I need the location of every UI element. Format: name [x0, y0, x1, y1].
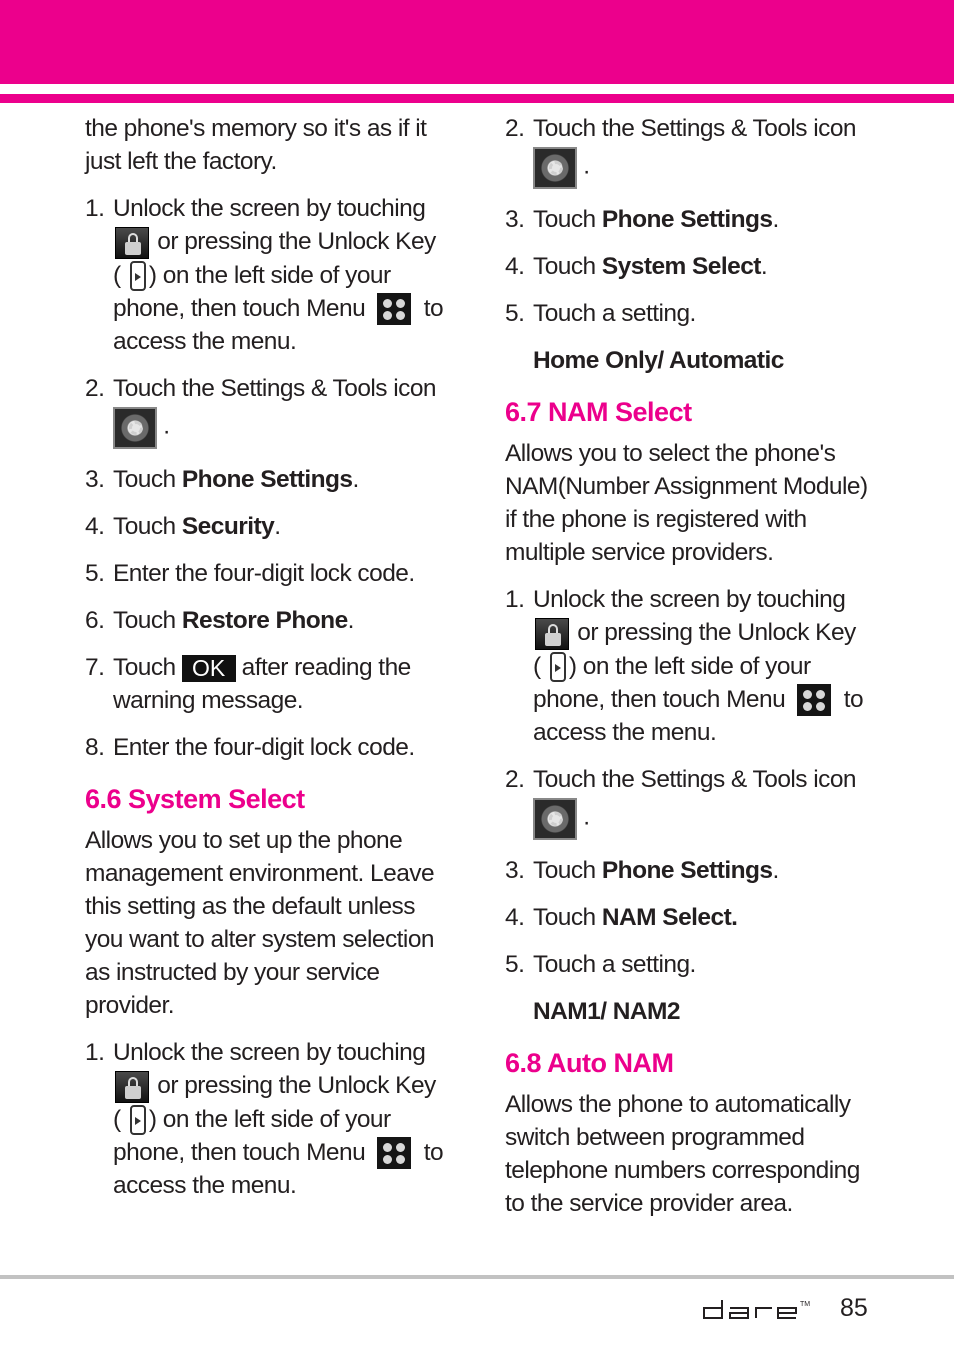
step-text: Unlock the screen by touching — [113, 195, 426, 222]
nam-select-steps — [505, 583, 875, 981]
list-item: 2. Touch the Settings & Tools icon . — [505, 763, 875, 840]
step-text: Touch the Settings & Tools icon — [113, 375, 436, 403]
step-text: Enter the four-digit lock code. — [113, 560, 415, 588]
step-number: 4. — [505, 253, 525, 280]
step-text: Unlock the screen by touching — [113, 1039, 426, 1067]
step-number: 3. — [505, 857, 525, 885]
list-item — [505, 948, 875, 981]
section-body: Allows you to select the phone's NAM(Number Assignment Module) if the phone is registered with multiple service providers. — [505, 440, 868, 566]
step-keyword: NAM Select. — [601, 904, 738, 932]
step-text: ) on the left side of your — [148, 261, 391, 289]
unlock-key-icon — [130, 1105, 146, 1135]
ok-button-graphic: OK — [182, 655, 236, 682]
step-keyword: Restore Phone — [181, 607, 348, 635]
step-keyword: System Select — [601, 253, 761, 280]
section-title-auto-nam: 6.8 Auto NAM — [505, 1048, 674, 1079]
unlock-key-icon — [130, 261, 146, 291]
step-text: Touch a setting. — [533, 951, 696, 979]
setting-options: NAM1/ NAM2 — [533, 998, 680, 1026]
section-body: Allows the phone to automatically switch between programmed telephone numbers corresponding to the service provider area. — [505, 1091, 860, 1218]
list-item — [85, 731, 455, 764]
step-number: 8. — [85, 734, 105, 762]
settings-tools-icon — [533, 147, 577, 189]
step-number: 1. — [85, 1039, 105, 1067]
list-item: 7. Touch OK after reading the warning message. — [85, 651, 455, 717]
lock-icon — [115, 1071, 149, 1103]
step-number: 4. — [505, 904, 525, 932]
menu-icon — [377, 293, 411, 325]
step-keyword: Phone Settings — [181, 466, 353, 494]
step-text: ) on the left side of your — [148, 1105, 391, 1133]
step-number: 1. — [505, 586, 525, 613]
step-text: access the menu. — [533, 719, 717, 747]
intro-paragraph: the phone's memory so it's as if it just left the factory. — [85, 115, 427, 175]
step-number: 2. — [85, 375, 105, 403]
list-item: 4. Touch NAM Select. — [505, 901, 875, 934]
step-text: phone, then touch Menu — [113, 294, 366, 322]
list-item: 1. Unlock the screen by touching or pressing the Unlock Key ( ) on the left side of your phone, then touch Menu to access the menu. — [85, 192, 455, 358]
lock-icon — [115, 227, 149, 259]
step-text: Enter the four-digit lock code. — [113, 734, 415, 762]
step-text: or pressing the Unlock Key — [577, 619, 856, 646]
lock-icon — [535, 618, 569, 650]
system-select-steps-cont — [505, 112, 875, 330]
section-title-nam-select: 6.7 NAM Select — [505, 397, 692, 427]
list-item: 6. Touch Restore Phone. — [85, 604, 455, 637]
left-column — [85, 112, 455, 1216]
page-number: 85 — [840, 1294, 868, 1322]
section-title-system-select: 6.6 System Select — [85, 784, 305, 815]
step-number: 1. — [85, 195, 105, 222]
list-item: 3. Touch Phone Settings. — [505, 203, 875, 236]
step-text: to — [423, 294, 444, 322]
menu-icon — [377, 1137, 411, 1169]
step-number: 3. — [505, 206, 525, 233]
list-item: 4. Touch System Select. — [505, 250, 875, 283]
step-text: Touch the Settings & Tools icon — [533, 766, 856, 794]
step-text: Touch a setting. — [533, 300, 696, 327]
step-number: 7. — [85, 654, 105, 682]
step-number: 3. — [85, 466, 105, 494]
step-text: Touch the Settings & Tools icon — [533, 115, 856, 142]
section-body: Allows you to set up the phone management environment. Leave this setting as the default unless you want to alter system selection as instructed by your service provider. — [85, 827, 435, 1020]
list-item — [505, 297, 875, 330]
dare-logo — [700, 1294, 820, 1324]
step-text: phone, then touch Menu — [533, 685, 786, 713]
list-item: 3. Touch Phone Settings. — [505, 854, 875, 887]
list-item: 1. Unlock the screen by touching or pressing the Unlock Key ( ) on the left side of your phone, then touch Menu to access the menu. — [505, 583, 875, 749]
system-select-steps — [85, 1036, 455, 1202]
right-column — [505, 112, 875, 1234]
step-text: Unlock the screen by touching — [533, 586, 846, 613]
step-number: 5. — [505, 951, 525, 979]
step-text: ) on the left side of your — [568, 652, 811, 680]
list-item: 2. Touch the Settings & Tools icon . — [505, 112, 875, 189]
restore-steps — [85, 192, 455, 764]
list-item: 3. Touch Phone Settings. — [85, 463, 455, 496]
unlock-key-icon — [550, 652, 566, 682]
step-number: 6. — [85, 607, 105, 635]
step-number: 5. — [505, 300, 525, 327]
list-item: 1. Unlock the screen by touching or pressing the Unlock Key ( ) on the left side of your phone, then touch Menu to access the menu. — [85, 1036, 455, 1202]
step-text: or pressing the Unlock Key — [157, 1072, 436, 1100]
footer-rule — [0, 1275, 954, 1279]
step-number: 4. — [85, 513, 105, 541]
step-number: 2. — [505, 766, 525, 794]
step-keyword: Phone Settings — [601, 857, 773, 885]
step-keyword: Security — [181, 513, 275, 541]
setting-options: Home Only/ Automatic — [533, 347, 784, 374]
header-rule — [0, 94, 954, 103]
settings-tools-icon — [533, 798, 577, 840]
step-text: to — [843, 685, 864, 713]
step-text: access the menu. — [113, 1172, 297, 1200]
list-item — [85, 557, 455, 590]
step-text: phone, then touch Menu — [113, 1138, 366, 1166]
list-item: 2. Touch the Settings & Tools icon . — [85, 372, 455, 449]
settings-tools-icon — [113, 407, 157, 449]
step-keyword: Phone Settings — [601, 206, 773, 233]
step-number: 5. — [85, 560, 105, 588]
svg-text:TM: TM — [800, 1301, 811, 1308]
step-text: to — [423, 1138, 444, 1166]
step-number: 2. — [505, 115, 525, 142]
step-text: or pressing the Unlock Key — [157, 228, 436, 255]
menu-icon — [797, 684, 831, 716]
step-text: access the menu. — [113, 328, 297, 356]
header-band — [0, 0, 954, 84]
list-item: 4. Touch Security. — [85, 510, 455, 543]
